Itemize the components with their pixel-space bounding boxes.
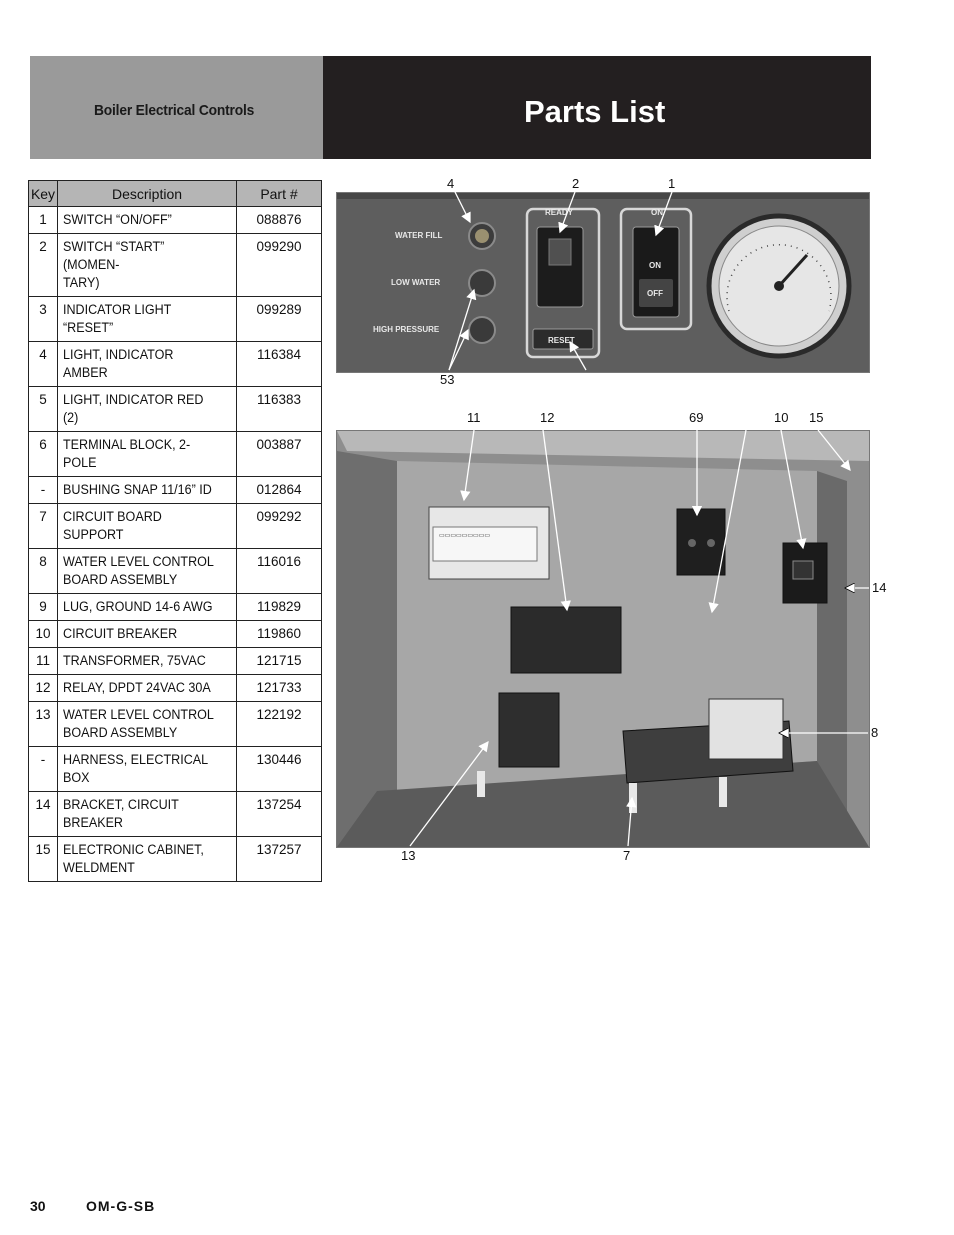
part-description-cell bbox=[58, 504, 237, 549]
part-number-text: 130446 bbox=[256, 752, 302, 767]
part-description-text: ELECTRONIC CABINET, WELDMENT bbox=[63, 842, 204, 875]
part-key-cell bbox=[29, 297, 58, 342]
high-pressure-label: HIGH PRESSURE bbox=[373, 325, 440, 334]
part-key-text: 10 bbox=[35, 626, 51, 641]
part-description-cell bbox=[58, 792, 237, 837]
callout-12: 12 bbox=[540, 410, 555, 425]
part-number-cell bbox=[237, 504, 322, 549]
part-key-text: - bbox=[40, 752, 46, 767]
part-description-cell bbox=[58, 387, 237, 432]
low-water-label: LOW WATER bbox=[391, 278, 441, 287]
callout-69: 69 bbox=[689, 410, 704, 425]
control-panel-photo bbox=[336, 192, 870, 373]
part-number-cell bbox=[237, 342, 322, 387]
part-number-text: 088876 bbox=[256, 212, 302, 227]
part-description-cell bbox=[58, 747, 237, 792]
part-description-cell bbox=[58, 648, 237, 675]
part-key-text: 12 bbox=[35, 680, 51, 695]
red-light-icon bbox=[469, 317, 495, 343]
callout-4: 4 bbox=[447, 176, 455, 191]
part-key-cell bbox=[29, 234, 58, 297]
table-row bbox=[29, 207, 322, 234]
part-number-text: 119829 bbox=[256, 599, 302, 614]
part-number-text: 116383 bbox=[256, 392, 302, 407]
part-number-text: 099292 bbox=[256, 509, 302, 524]
table-row bbox=[29, 648, 322, 675]
column-header-part: Part # bbox=[237, 181, 322, 207]
part-description-text: WATER LEVEL CONTROL BOARD ASSEMBLY bbox=[63, 554, 214, 587]
part-number-cell bbox=[237, 792, 322, 837]
part-number-cell bbox=[237, 648, 322, 675]
reset-label: RESET bbox=[548, 336, 575, 345]
table-row bbox=[29, 621, 322, 648]
callout-13: 13 bbox=[401, 848, 416, 863]
parts-table bbox=[28, 180, 322, 882]
part-number-cell bbox=[237, 702, 322, 747]
part-key-cell bbox=[29, 621, 58, 648]
relay bbox=[511, 607, 621, 673]
terminal-block bbox=[677, 509, 725, 575]
water-fill-label: WATER FILL bbox=[395, 231, 443, 240]
part-number-cell bbox=[237, 207, 322, 234]
part-number-cell bbox=[237, 837, 322, 882]
part-number-text: 121733 bbox=[256, 680, 302, 695]
part-description-cell bbox=[58, 297, 237, 342]
part-key-text: 1 bbox=[39, 212, 47, 227]
part-number-cell bbox=[237, 387, 322, 432]
part-key-text: 8 bbox=[39, 554, 47, 569]
callout-10: 10 bbox=[774, 410, 789, 425]
part-key-text: 9 bbox=[39, 599, 47, 614]
part-key-cell bbox=[29, 702, 58, 747]
part-description-text: CIRCUIT BREAKER bbox=[63, 626, 178, 641]
callout-15: 15 bbox=[809, 410, 824, 425]
part-key-cell bbox=[29, 648, 58, 675]
part-key-cell bbox=[29, 342, 58, 387]
red-light-icon bbox=[469, 270, 495, 296]
part-number-cell bbox=[237, 747, 322, 792]
table-row bbox=[29, 675, 322, 702]
document-code: OM-G-SB bbox=[86, 1198, 156, 1214]
table-row bbox=[29, 342, 322, 387]
page-number: 30 bbox=[30, 1198, 46, 1214]
part-key-text: 13 bbox=[35, 707, 51, 722]
part-number-cell bbox=[237, 549, 322, 594]
table-row bbox=[29, 504, 322, 549]
part-key-cell bbox=[29, 837, 58, 882]
callout-53: 53 bbox=[440, 372, 455, 387]
part-number-text: 122192 bbox=[256, 707, 302, 722]
table-row bbox=[29, 837, 322, 882]
part-description-cell bbox=[58, 702, 237, 747]
part-key-cell bbox=[29, 675, 58, 702]
part-key-text: 11 bbox=[35, 653, 50, 668]
part-description-text: CIRCUIT BOARD SUPPORT bbox=[63, 509, 162, 542]
board-support bbox=[719, 777, 727, 807]
table-header-row bbox=[29, 181, 322, 207]
part-key-cell bbox=[29, 747, 58, 792]
part-key-cell bbox=[29, 432, 58, 477]
part-description-text: INDICATOR LIGHT “RESET” bbox=[63, 302, 172, 335]
part-key-cell bbox=[29, 549, 58, 594]
on-frame-label: ON bbox=[651, 208, 663, 217]
ready-label: READY bbox=[545, 208, 574, 217]
part-number-cell bbox=[237, 234, 322, 297]
callout-1: 1 bbox=[668, 176, 676, 191]
part-number-cell bbox=[237, 297, 322, 342]
part-description-text: TERMINAL BLOCK, 2-POLE bbox=[63, 437, 191, 470]
part-key-cell bbox=[29, 792, 58, 837]
column-header-key: Key bbox=[29, 181, 58, 207]
part-description-text: LIGHT, INDICATOR RED (2) bbox=[63, 392, 204, 425]
part-description-text: RELAY, DPDT 24VAC 30A bbox=[63, 680, 211, 695]
board-support bbox=[629, 783, 637, 813]
part-description-cell bbox=[58, 549, 237, 594]
parts-table-body bbox=[29, 207, 322, 882]
water-level-board-8 bbox=[709, 699, 783, 759]
part-description-text: HARNESS, ELECTRICAL BOX bbox=[63, 752, 208, 785]
callout-14: 14 bbox=[872, 580, 887, 595]
electrical-box-photo bbox=[336, 430, 870, 848]
part-description-text: SWITCH “ON/OFF” bbox=[63, 212, 172, 227]
table-row bbox=[29, 792, 322, 837]
table-row bbox=[29, 297, 322, 342]
part-description-text: BUSHING SNAP 11/16” ID bbox=[63, 482, 212, 497]
water-level-board-13 bbox=[499, 693, 559, 767]
part-description-cell bbox=[58, 477, 237, 504]
part-description-cell bbox=[58, 342, 237, 387]
part-key-cell bbox=[29, 594, 58, 621]
part-key-text: 5 bbox=[39, 392, 47, 407]
callout-11: 11 bbox=[467, 410, 481, 425]
part-key-cell bbox=[29, 504, 58, 549]
part-description-text: BRACKET, CIRCUIT BREAKER bbox=[63, 797, 179, 830]
part-description-text: WATER LEVEL CONTROL BOARD ASSEMBLY bbox=[63, 707, 214, 740]
part-number-text: 116384 bbox=[256, 347, 302, 362]
table-row bbox=[29, 702, 322, 747]
part-description-text: TRANSFORMER, 75VAC bbox=[63, 653, 206, 668]
title-header bbox=[323, 56, 871, 159]
table-row bbox=[29, 432, 322, 477]
part-key-text: 2 bbox=[39, 239, 47, 254]
part-key-cell bbox=[29, 477, 58, 504]
part-description-cell bbox=[58, 594, 237, 621]
part-key-text: 14 bbox=[35, 797, 51, 812]
part-description-cell bbox=[58, 621, 237, 648]
board-support bbox=[477, 771, 485, 797]
table-row bbox=[29, 549, 322, 594]
section-header bbox=[30, 56, 323, 159]
part-number-text: 121715 bbox=[256, 653, 302, 668]
callout-8: 8 bbox=[871, 725, 879, 740]
part-number-cell bbox=[237, 621, 322, 648]
part-number-cell bbox=[237, 432, 322, 477]
electrical-box-illustration bbox=[337, 431, 869, 847]
on-switch-label: ON bbox=[649, 261, 661, 270]
part-key-cell bbox=[29, 207, 58, 234]
part-key-text: 4 bbox=[39, 347, 47, 362]
table-row bbox=[29, 234, 322, 297]
table-row bbox=[29, 387, 322, 432]
part-key-text: 7 bbox=[39, 509, 47, 524]
part-number-text: 119860 bbox=[256, 626, 302, 641]
part-description-cell bbox=[58, 207, 237, 234]
part-number-text: 116016 bbox=[256, 554, 302, 569]
part-number-text: 012864 bbox=[256, 482, 302, 497]
table-row bbox=[29, 747, 322, 792]
column-header-description: Description bbox=[58, 181, 237, 207]
part-description-cell bbox=[58, 234, 237, 297]
svg-text:▭▭▭▭▭▭▭▭▭: ▭▭▭▭▭▭▭▭▭ bbox=[439, 533, 491, 539]
part-description-text: SWITCH “START” (MOMEN- TARY) bbox=[63, 239, 165, 290]
part-key-cell bbox=[29, 387, 58, 432]
part-key-text: 15 bbox=[35, 842, 51, 857]
control-panel-illustration bbox=[337, 193, 869, 372]
section-title: Boiler Electrical Controls bbox=[94, 102, 255, 119]
callout-2: 2 bbox=[572, 176, 580, 191]
part-number-text: 003887 bbox=[256, 437, 302, 452]
part-key-text: 6 bbox=[39, 437, 47, 452]
part-number-cell bbox=[237, 477, 322, 504]
table-row bbox=[29, 477, 322, 504]
table-row bbox=[29, 594, 322, 621]
part-number-cell bbox=[237, 594, 322, 621]
part-description-text: LUG, GROUND 14-6 AWG bbox=[63, 599, 213, 614]
part-number-cell bbox=[237, 675, 322, 702]
part-number-text: 137254 bbox=[256, 797, 302, 812]
part-number-text: 137257 bbox=[256, 842, 302, 857]
part-description-cell bbox=[58, 432, 237, 477]
part-description-cell bbox=[58, 675, 237, 702]
part-description-cell bbox=[58, 837, 237, 882]
part-number-text: 099289 bbox=[256, 302, 302, 317]
part-number-text: 099290 bbox=[256, 239, 302, 254]
part-key-text: 3 bbox=[39, 302, 47, 317]
callout-7: 7 bbox=[623, 848, 631, 863]
off-switch-label: OFF bbox=[647, 289, 663, 298]
part-key-text: - bbox=[40, 482, 46, 497]
page-title: Parts List bbox=[524, 94, 666, 129]
part-description-text: LIGHT, INDICATOR AMBER bbox=[63, 347, 174, 380]
